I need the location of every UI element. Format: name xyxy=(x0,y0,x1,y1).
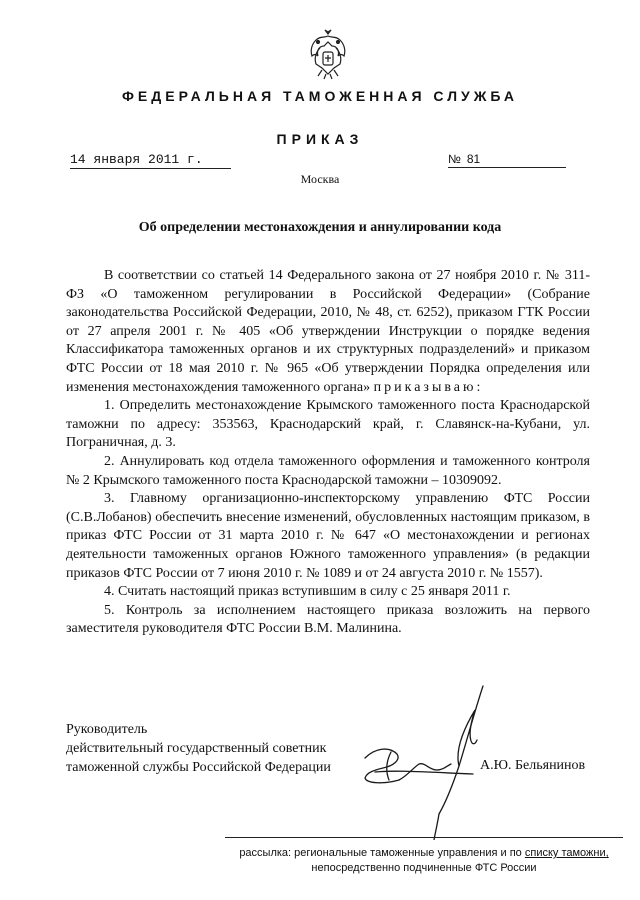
signer-title-line-3: таможенной службы Российской Федерации xyxy=(66,760,331,775)
order-item-4: 4. Считать настоящий приказ вступившим в силу с 25 января 2011 г. xyxy=(104,584,511,600)
order-item-5: 5. Контроль за исполнением настоящего приказа возложить на первого заместителя руководителя ФТС России В.М. Малинина. xyxy=(66,602,590,637)
document-title: Об определении местонахождения и аннулировании кода xyxy=(138,220,502,235)
distribution-line-1 xyxy=(225,846,623,861)
order-item-1: 1. Определить местонахождение Крымского таможенного поста Краснодарской таможни по адресу: 353563, Краснодарский край, г. Славянск-на-Кубани, ул. Пограничная, д. 3. xyxy=(66,398,590,451)
signer-name: А.Ю. Бельянинов xyxy=(480,758,586,773)
distribution-link: списку таможни, xyxy=(524,847,609,859)
order-word: приказываю: xyxy=(373,379,484,395)
city: Москва xyxy=(300,172,340,186)
signature-block xyxy=(66,720,366,777)
distribution-prefix: рассылка: региональные таможенные управления и по xyxy=(239,847,522,859)
number-value: 81 xyxy=(466,152,481,166)
intro-text: В соответствии со статьей 14 Федерального закона от 27 ноября 2010 г. № 311-ФЗ «О таможенном регулировании в Российской Федерации» (Собрание законодательства Российской Федерации, 2010, № 48, ст. 6252), приказом ГТК России от 27 апреля 2001 г. № 405 «Об утверждении Инструкции о порядке ведения Классификатора таможенных органов и их структурных подразделений» и приказом ФТС России от 18 мая 2010 г. № 965 «Об утверждении Порядка определения или изменения местонахождения таможенного органа» xyxy=(66,268,590,395)
signer-title-line-2: действительный государственный советник xyxy=(66,741,327,756)
distribution-list xyxy=(225,837,623,876)
document-number xyxy=(448,151,566,168)
document-type: ПРИКАЗ xyxy=(276,131,364,147)
order-item-3: 3. Главному организационно-инспекторскому управлению ФТС России (С.В.Лобанов) обеспечить внесение изменений, обусловленных настоящим приказом, в приказ ФТС России от 31 марта 2010 г. № 647 «О местонахождении и регионах деятельности таможенных органов Южного таможенного управления» (в редакции приказов ФТС России от 7 июня 2010 г. № 1089 и от 24 августа 2010 г. № 1557). xyxy=(66,491,590,581)
document-body xyxy=(66,267,590,639)
intro-paragraph xyxy=(66,267,590,397)
agency-name: ФЕДЕРАЛЬНАЯ ТАМОЖЕННАЯ СЛУЖБА xyxy=(121,88,519,104)
signer-title-line-1: Руководитель xyxy=(66,722,148,737)
document-date: 14 января 2011 г. xyxy=(70,152,231,169)
order-item-2: 2. Аннулировать код отдела таможенного оформления и таможенного контроля № 2 Крымского таможенного поста Краснодарской таможни – 10309092. xyxy=(66,453,590,488)
state-emblem-icon xyxy=(306,28,350,80)
distribution-line-2: непосредственно подчиненные ФТС России xyxy=(311,862,537,874)
number-sign: № xyxy=(448,152,461,166)
